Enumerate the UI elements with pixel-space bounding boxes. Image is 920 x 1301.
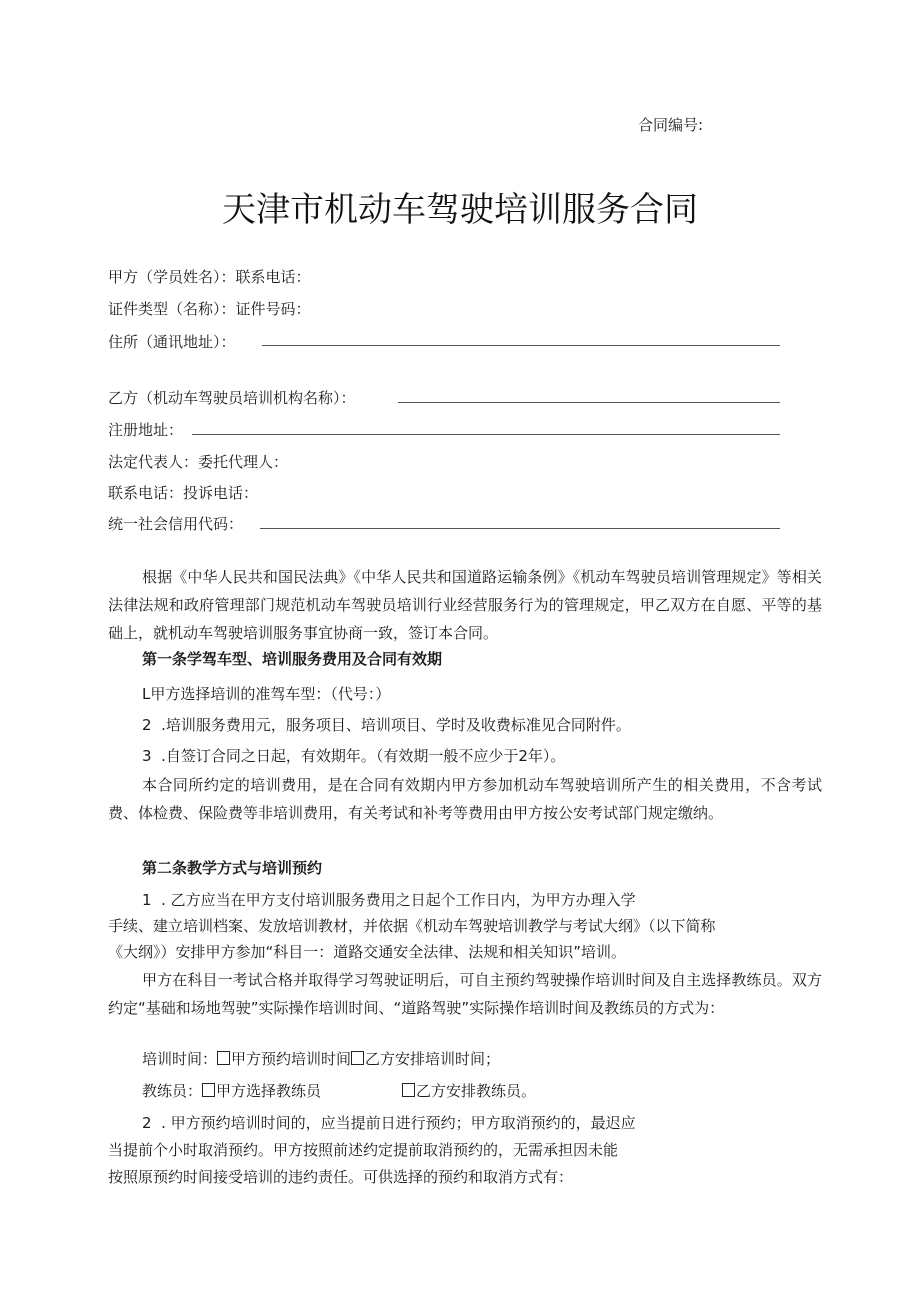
- article-2-item-1-line-1: 1 . 乙方应当在甲方支付培训服务费用之日起个工作日内，为甲方办理入学: [142, 891, 636, 909]
- party-a-id: 证件类型（名称）：证件号码：: [108, 300, 311, 318]
- training-time-label: 培训时间：: [142, 1050, 218, 1068]
- article-1-item-2: 2 .培训服务费用元，服务项目、培训项目、学时及收费标准见合同附件。: [142, 716, 631, 734]
- party-b-phone: 联系电话：投诉电话：: [108, 484, 259, 502]
- party-a-address-field[interactable]: [262, 345, 780, 346]
- coach-option-1: 甲方选择教练员: [216, 1082, 322, 1100]
- article-2-item-1-line-2: 手续、建立培训档案、发放培训教材，并依据《机动车驾驶培训教学与考试大纲》（以下简称: [108, 917, 716, 935]
- party-b-reg-address-label: 注册地址：: [108, 421, 184, 439]
- party-a-name-phone: 甲方（学员姓名）：联系电话：: [108, 268, 311, 286]
- article-1-item-3: 3 .自签订合同之日起，有效期年。（有效期一般不应少于2年）。: [142, 747, 566, 765]
- checkbox-party-b-coach[interactable]: [402, 1083, 415, 1097]
- party-b-name-label: 乙方（机动车驾驶员培训机构名称）：: [108, 389, 356, 407]
- article-1-item-1: L甲方选择培训的准驾车型：（代号：）: [142, 685, 391, 703]
- article-1-note: 本合同所约定的培训费用，是在合同有效期内甲方参加机动车驾驶培训所产生的相关费用，不含考试费、体检费、保险费等非培训费用，有关考试和补考等费用由甲方按公安考试部门规定缴纳。: [108, 776, 822, 822]
- checkbox-party-a-schedule[interactable]: [217, 1051, 230, 1065]
- party-b-representative: 法定代表人：委托代理人：: [108, 453, 289, 471]
- checkbox-party-b-schedule[interactable]: [351, 1051, 364, 1065]
- training-time-row: [142, 1048, 500, 1069]
- article-2-item-2-line-3: 按照原预约时间接受培训的违约责任。可供选择的预约和取消方式有：: [108, 1168, 574, 1186]
- contract-number-label: 合同编号:: [638, 116, 704, 134]
- preamble-paragraph: 根据《中华人民共和国民法典》《中华人民共和国道路运输条例》《机动车驾驶员培训管理规定》等相关法律法规和政府管理部门规范机动车驾驶员培训行业经营服务行为的管理规定，甲乙双方在自愿、平等的基础上，就机动车驾驶培训服务事宜协商一致，签订本合同。: [108, 568, 822, 642]
- party-b-name-field[interactable]: [398, 402, 780, 403]
- article-2-para-2: 甲方在科目一考试合格并取得学习驾驶证明后，可自主预约驾驶操作培训时间及自主选择教练员。双方约定“基础和场地驾驶”实际操作培训时间、“道路驾驶”实际操作培训时间及教练员的方式为：: [108, 971, 822, 1017]
- coach-row: [142, 1080, 321, 1101]
- party-a-address-label: 住所（通讯地址）：: [108, 333, 236, 351]
- party-b-credit-code-label: 统一社会信用代码：: [108, 515, 244, 533]
- party-b-credit-code-field[interactable]: [260, 528, 780, 529]
- article-2-heading: 第二条教学方式与培训预约: [142, 859, 323, 877]
- coach-label: 教练员：: [142, 1082, 203, 1100]
- page-title: 天津市机动车驾驶培训服务合同: [222, 190, 698, 230]
- article-2-item-1-line-3: 《大纲》）安排甲方参加“科目一：道路交通安全法律、法规和相关知识”培训。: [108, 943, 627, 961]
- training-time-option-2: 乙方安排培训时间；: [365, 1050, 501, 1068]
- checkbox-party-a-coach[interactable]: [202, 1083, 215, 1097]
- coach-option-2: 乙方安排教练员。: [416, 1082, 537, 1100]
- article-2-item-2-line-2: 当提前个小时取消预约。甲方按照前述约定提前取消预约的，无需承担因未能: [108, 1141, 619, 1159]
- article-2-item-2-line-1: 2 . 甲方预约培训时间的，应当提前日进行预约；甲方取消预约的，最迟应: [142, 1114, 636, 1132]
- article-1-heading: 第一条学驾车型、培训服务费用及合同有效期: [142, 650, 443, 668]
- party-b-reg-address-field[interactable]: [192, 434, 780, 435]
- coach-row-option-2: [402, 1080, 536, 1101]
- training-time-option-1: 甲方预约培训时间: [231, 1050, 352, 1068]
